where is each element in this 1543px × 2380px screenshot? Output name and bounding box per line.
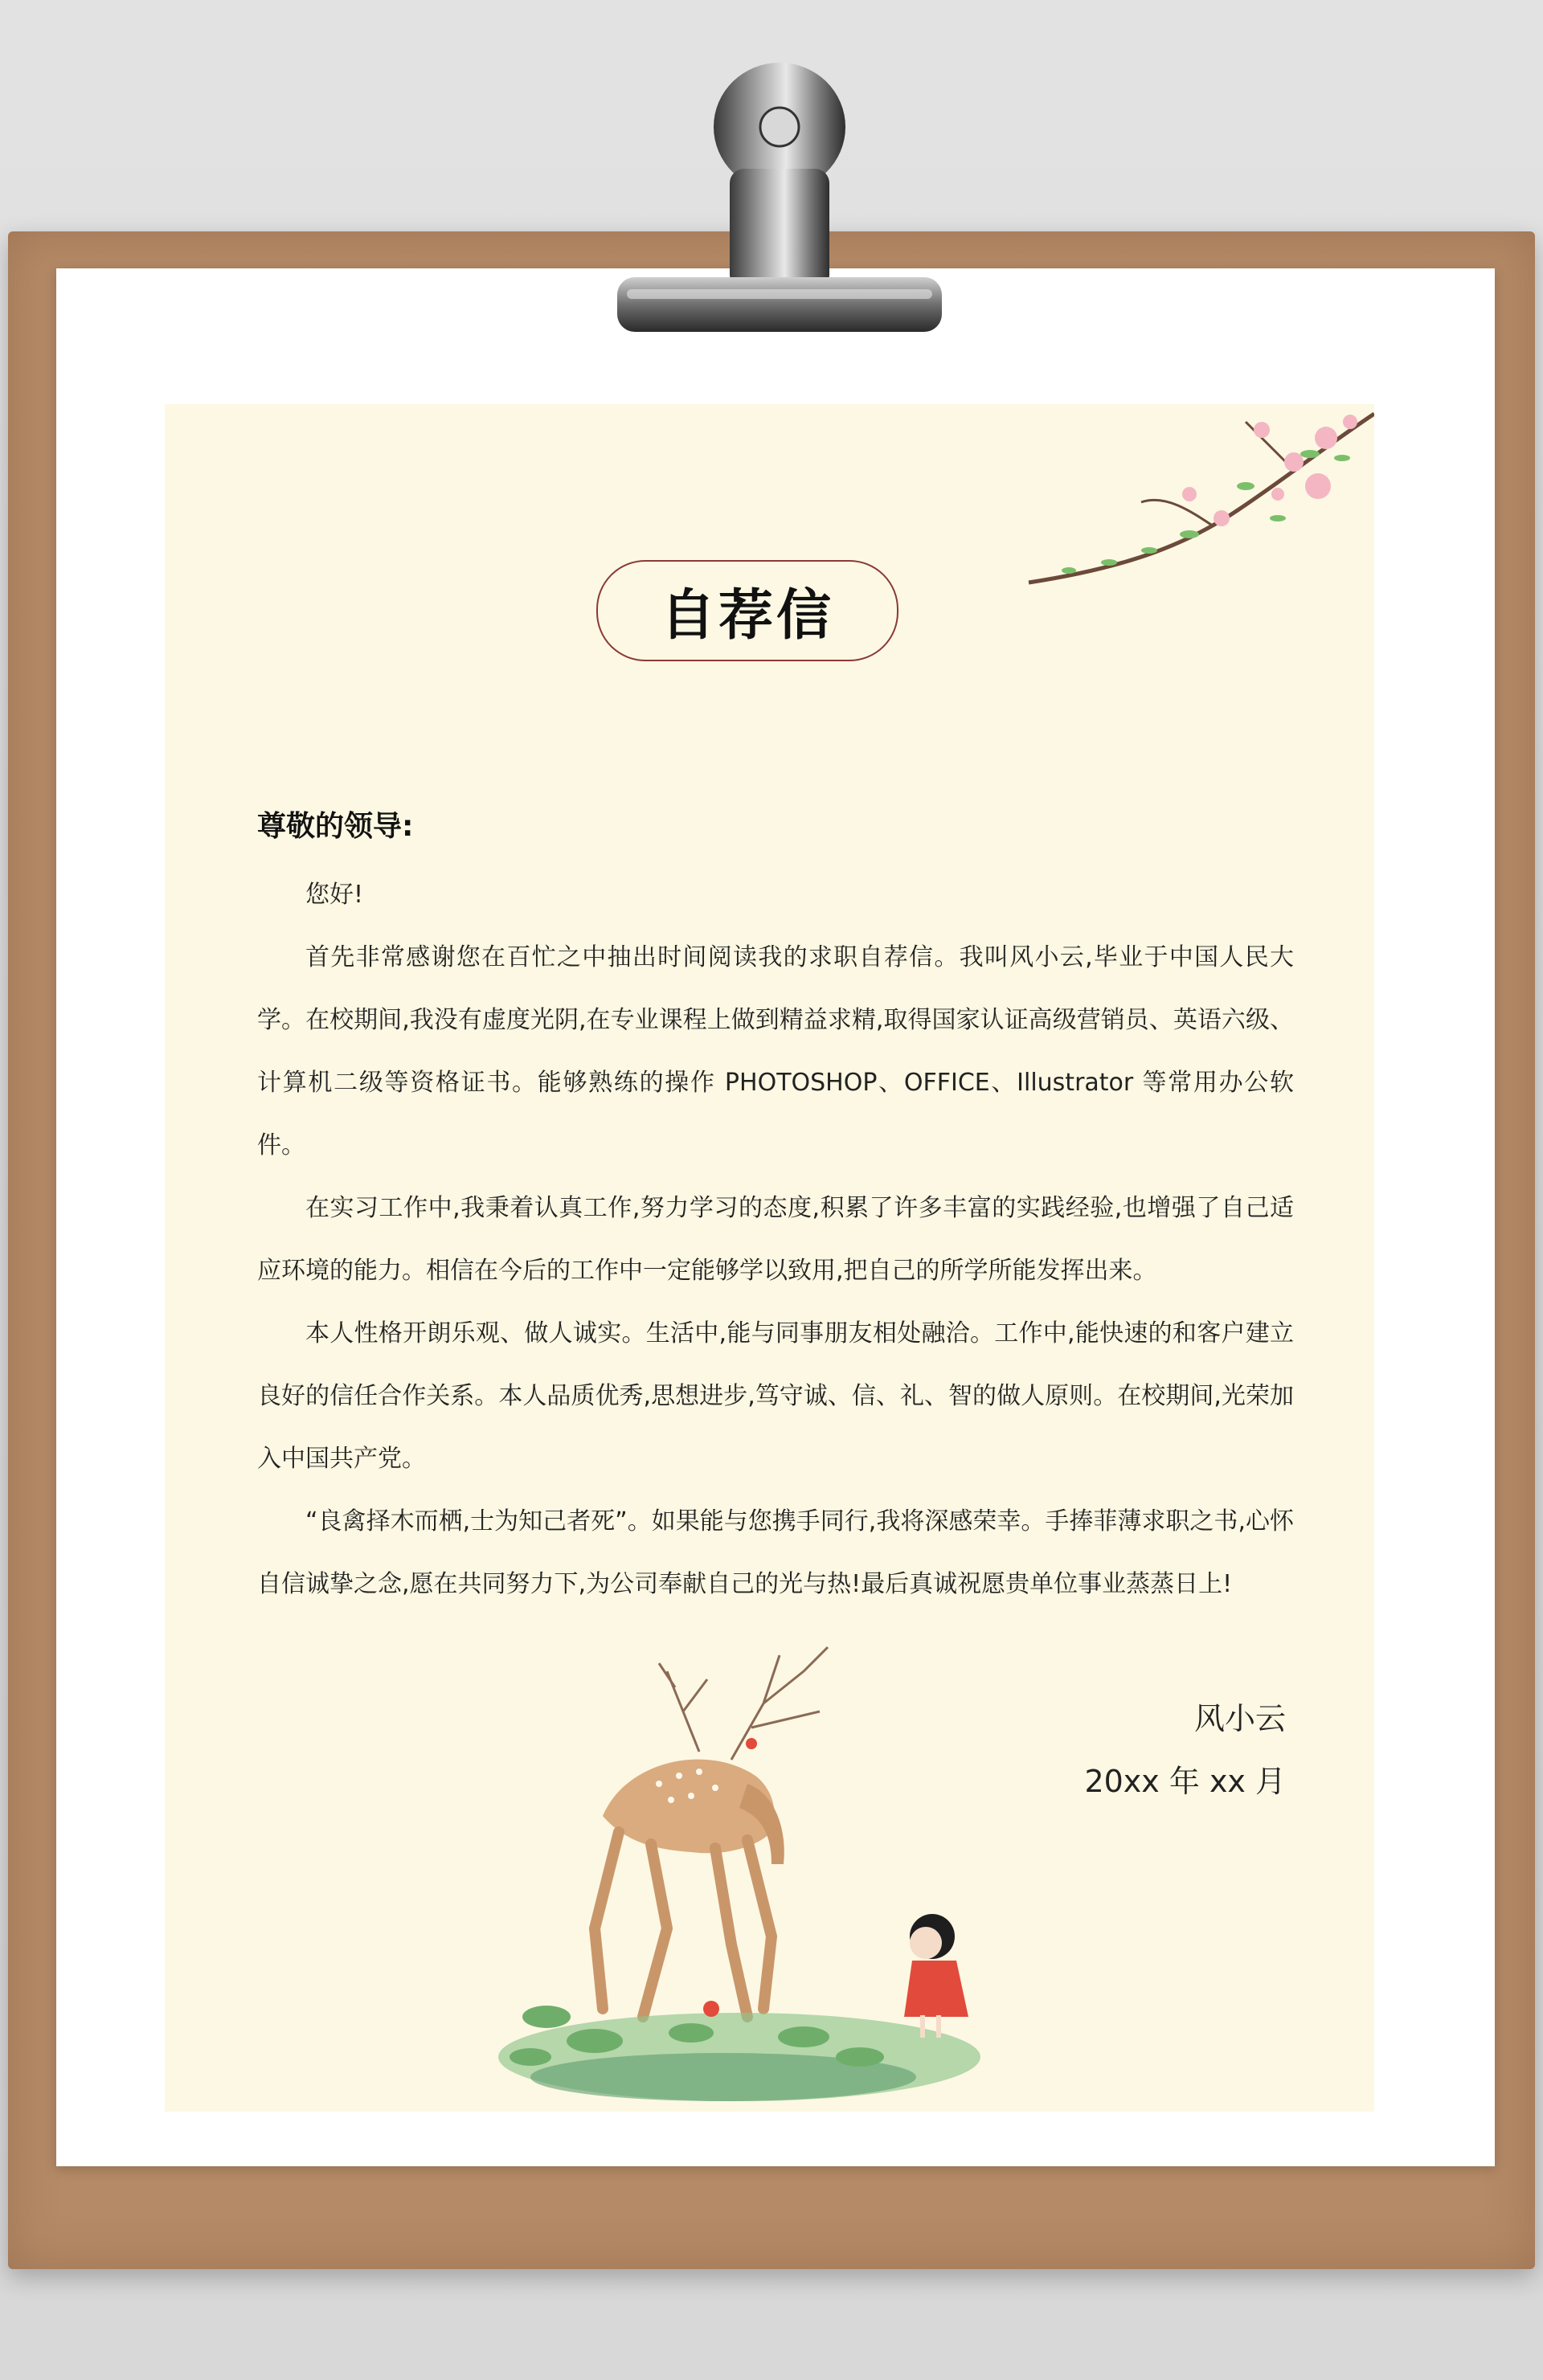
deer-girl-illustration [482,1639,1013,2113]
paragraph: 在实习工作中,我秉着认真工作,努力学习的态度,积累了许多丰富的实践经验,也增强了自己适应环境的能力。相信在今后的工作中一定能够学以致用,把自己的所学所能发挥出来。 [257,1194,1294,1285]
paragraph: 本人性格开朗乐观、做人诚实。生活中,能与同事朋友相处融洽。工作中,能快速的和客户建立良好的信任合作关系。本人品质优秀,思想进步,笃守诚、信、礼、智的做人原则。在校期间,光荣加入中国共产党。 [257,1319,1294,1473]
title-badge [596,560,898,661]
greeting-line: 您好! [305,881,364,909]
signature-name: 风小云 [1193,1701,1286,1736]
salutation: 尊敬的领导: [257,810,414,843]
binder-clip-icon [611,48,948,354]
paragraph: 首先非常感谢您在百忙之中抽出时间阅读我的求职自荐信。我叫风小云,毕业于中国人民大学。在校期间,我没有虚度光阴,在专业课程上做到精益求精,取得国家认证高级营销员、英语六级、计算机二级等资格证书。能够熟练的操作 PHOTOSHOP、OFFICE、Illustrator 等常用办公软件。 [257,943,1294,1159]
signature-date: 20xx 年 xx 月 [1084,1764,1286,1799]
page-title: 自荐信 [660,583,834,648]
paragraph: “良禽择木而栖,士为知己者死”。如果能与您携手同行,我将深感荣幸。手捧菲薄求职之书,心怀自信诚挚之念,愿在共同努力下,为公司奉献自己的光与热!最后真诚祝愿贵单位事业蒸蒸日上! [257,1507,1294,1598]
signature-block [1084,1687,1286,1813]
letter-body [257,864,1294,1616]
cherry-blossom-branch [948,398,1374,599]
